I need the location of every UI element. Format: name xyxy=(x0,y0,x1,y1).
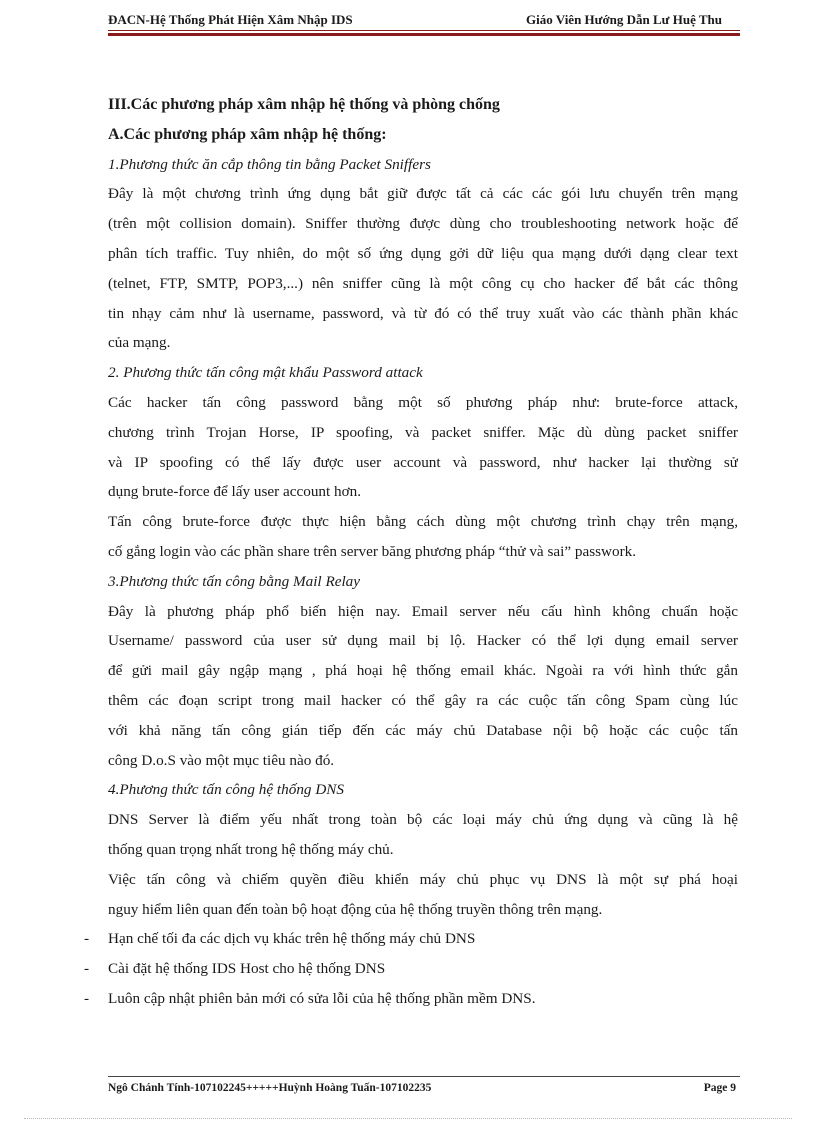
list-item-text: Hạn chế tối đa các dịch vụ khác trên hệ thống máy chủ DNS xyxy=(108,930,476,948)
paragraph-line: chương trình Trojan Horse, IP spoofing, và packet sniffer. Mặc dù dùng packet sniffer xyxy=(108,423,738,441)
paragraph-line: dụng brute-force để lấy user account hơn. xyxy=(108,483,362,501)
paragraph-line: (telnet, FTP, SMTP, POP3,...) nên sniffer cũng là một công cụ cho hacker để bắt các thông xyxy=(108,274,738,292)
page-header xyxy=(108,10,740,32)
header-instructor: Giáo Viên Hướng Dẫn Lư Huệ Thu xyxy=(526,12,722,27)
footer-rule xyxy=(108,1076,740,1077)
paragraph-line: cố gắng login vào các phần share trên server băng phương pháp “thử và sai” passwork. xyxy=(108,542,637,560)
bullet-dash: - xyxy=(84,930,90,948)
paragraph-line: Đây là phương pháp phổ biến hiện nay. Email server nếu cấu hình không chuẩn hoặc xyxy=(108,602,738,620)
list-item-text: Luôn cập nhật phiên bản mới có sửa lỗi của hệ thống phần mềm DNS. xyxy=(108,989,536,1007)
footer-authors: Ngô Chánh Tính-107102245+++++Huỳnh Hoàng Tuấn-107102235 xyxy=(108,1082,432,1094)
bullet-dash: - xyxy=(84,960,90,978)
paragraph-line: (trên một collision domain). Sniffer thường được dùng cho troubleshooting network hoặc để xyxy=(108,215,738,233)
paragraph-line: phân tích traffic. Tuy nhiên, do một số ứng dụng gởi dữ liệu qua mạng dưới dạng clear text xyxy=(108,244,738,262)
paragraph-line: tin nhạy cảm như là username, password, và từ đó có thể truy xuất vào các thành phần khác xyxy=(108,304,738,322)
subsection-heading: A.Các phương pháp xâm nhập hệ thống: xyxy=(108,125,387,143)
header-rule-thick xyxy=(108,33,740,36)
paragraph-line: với khả năng tấn công gián tiếp đến các máy chủ Database nội bộ hoặc các cuộc tấn xyxy=(108,721,738,739)
paragraph-line: nguy hiểm liên quan đến toàn bộ hoạt động của hệ thống truyền thông trên mạng. xyxy=(108,900,603,918)
paragraph-line: Đây là một chương trình ứng dụng bắt giữ được tất cả các các gói lưu chuyển trên mạng xyxy=(108,185,738,203)
section-heading: III.Các phương pháp xâm nhập hệ thống và phòng chống xyxy=(108,96,500,113)
bullet-dash: - xyxy=(84,989,90,1007)
paragraph-line: DNS Server là điểm yếu nhất trong toàn bộ các loại máy chủ ứng dụng và cũng là hệ xyxy=(108,811,738,829)
page-number: Page 9 xyxy=(703,1082,736,1094)
method-1-title: 1.Phương thức ăn cắp thông tin bằng Packet Sniffers xyxy=(108,155,431,173)
paragraph-line: thêm các đoạn script trong mail hacker có thể gây ra các cuộc tấn công Spam cùng lúc xyxy=(108,691,738,709)
paragraph-line: thống quan trọng nhất trong hệ thống máy chủ. xyxy=(108,840,394,858)
list-item xyxy=(84,984,738,1014)
paragraph-line: Các hacker tấn công password bằng một số phương pháp như: brute-force attack, xyxy=(108,393,738,411)
method-4-title: 4.Phương thức tấn công hệ thống DNS xyxy=(108,781,345,799)
paragraph-line: để gửi mail gây ngập mạng , phá hoại hệ thống email khác. Ngoài ra với hình thức gắn xyxy=(108,662,738,680)
header-title: ĐACN-Hệ Thống Phát Hiện Xâm Nhập IDS xyxy=(108,12,353,27)
list-item xyxy=(84,954,738,984)
page-break-line xyxy=(24,1118,792,1119)
list-item xyxy=(84,924,738,954)
document-body xyxy=(84,90,738,1014)
header-rule-thin xyxy=(108,30,740,31)
method-3-title: 3.Phương thức tấn công bằng Mail Relay xyxy=(108,572,361,590)
paragraph-line: Tấn công brute-force được thực hiện bằng cách dùng một chương trình chạy trên mạng, xyxy=(108,513,738,531)
list-item-text: Cài đặt hệ thống IDS Host cho hệ thống DNS xyxy=(108,960,386,978)
method-2-title: 2. Phương thức tấn công mật khẩu Password attack xyxy=(108,364,423,382)
paragraph-line: của mạng. xyxy=(108,334,171,352)
paragraph-line: công D.o.S vào một mục tiêu nào đó. xyxy=(108,751,335,769)
paragraph-line: Việc tấn công và chiếm quyền điều khiển máy chủ phục vụ DNS là một sự phá hoại xyxy=(108,870,738,888)
paragraph-line: và IP spoofing có thể lấy được user account và password, như hacker lại thường sử xyxy=(108,453,738,471)
paragraph-line: Username/ password của user sử dụng mail bị lộ. Hacker có thể lợi dụng email server xyxy=(108,632,738,650)
